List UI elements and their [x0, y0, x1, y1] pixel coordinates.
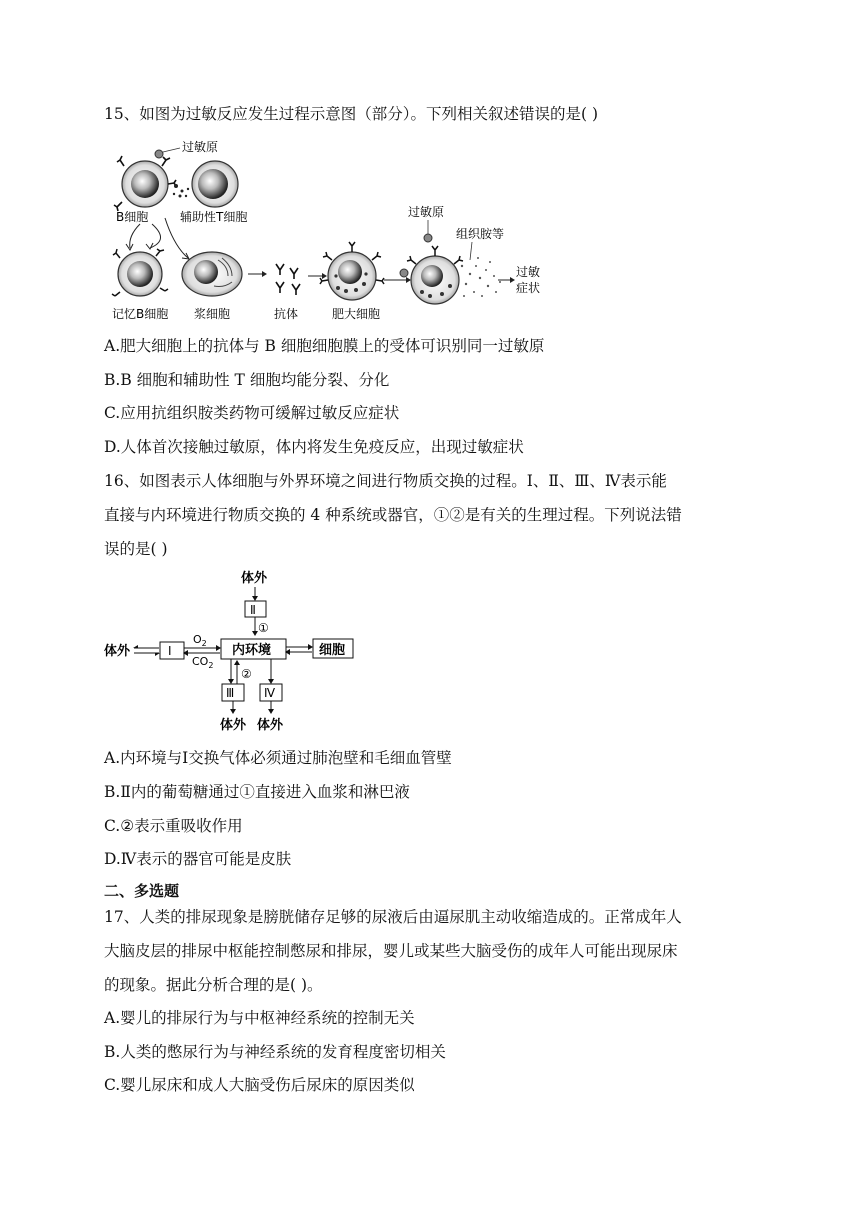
label-antibody: 抗体 [274, 307, 299, 321]
label-o2: $O_2$ [193, 633, 207, 648]
q15-option-a: A.肥大细胞上的抗体与 B 细胞细胞膜上的受体可识别同一过敏原 [104, 337, 545, 355]
q16-exchange-diagram [104, 566, 374, 736]
q16-option-d: D.Ⅳ表示的器官可能是皮肤 [104, 850, 292, 868]
box-iii-label: Ⅲ [226, 686, 235, 700]
q17-option-a: A.婴儿的排尿行为与中枢神经系统的控制无关 [104, 1009, 415, 1027]
q15-option-d: D.人体首次接触过敏原，体内将发生免疫反应，出现过敏症状 [104, 438, 524, 456]
degranulating-mast-cell-icon [407, 246, 463, 304]
antibody-icon [276, 264, 300, 295]
label-plasma: 浆细胞 [194, 307, 231, 321]
q16-stem-line-3: 误的是( ) [104, 540, 168, 558]
allergen-dot-icon [155, 150, 163, 158]
q16-option-a: A.内环境与Ⅰ交换气体必须通过肺泡壁和毛细血管壁 [104, 749, 452, 767]
label-mark-1: ① [258, 621, 269, 635]
plasma-cell-icon [182, 252, 242, 296]
q17-stem-line-3: 的现象。据此分析合理的是( )。 [104, 976, 323, 994]
q15-option-c: C.应用抗组织胺类药物可缓解过敏反应症状 [104, 404, 400, 422]
q16-stem-line-2: 直接与内环境进行物质交换的 4 种系统或器官，①②是有关的生理过程。下列说法错 [104, 506, 682, 524]
label-internal-env: 内环境 [232, 643, 272, 658]
q16-option-c: C.②表示重吸收作用 [104, 817, 243, 835]
histamine-dots-icon [461, 257, 501, 297]
label-allergen-right: 过敏原 [408, 205, 445, 219]
label-b-cell: B细胞 [116, 210, 149, 224]
box-ii-label: Ⅱ [250, 603, 256, 617]
label-allergen-top: 过敏原 [182, 140, 219, 154]
q16-stem-line-1: 16、如图表示人体细胞与外界环境之间进行物质交换的过程。Ⅰ、Ⅱ、Ⅲ、Ⅳ表示能 [104, 472, 667, 490]
label-cell: 细胞 [319, 643, 346, 658]
label-mark-2: ② [241, 667, 252, 681]
q16-option-b: B.Ⅱ内的葡萄糖通过①直接进入血浆和淋巴液 [104, 783, 410, 801]
label-outside-top: 体外 [241, 571, 268, 586]
label-helper-t: 辅助性T细胞 [180, 210, 248, 224]
memory-b-cell-icon [112, 249, 168, 296]
label-outside-bottom-1: 体外 [220, 718, 247, 733]
box-i-label: Ⅰ [168, 644, 172, 658]
label-mast: 肥大细胞 [332, 307, 381, 321]
q17-option-b: B.人类的憋尿行为与神经系统的发育程度密切相关 [104, 1043, 446, 1061]
q17-stem-line-1: 17、人类的排尿现象是膀胱储存足够的尿液后由逼尿肌主动收缩造成的。正常成年人 [104, 908, 682, 926]
box-i [160, 642, 184, 659]
label-co2: $CO_2$ [192, 655, 214, 670]
allergen-dot-icon [424, 234, 432, 242]
helper-t-cell-icon [192, 161, 238, 207]
section-heading: 二、多选题 [104, 882, 180, 900]
mast-cell-icon [320, 242, 384, 300]
b-cell-icon [114, 156, 176, 211]
q15-stem: 15、如图为过敏反应发生过程示意图（部分）。下列相关叙述错误的是( ) [104, 105, 598, 123]
label-outside-bottom-2: 体外 [257, 718, 284, 733]
q17-stem-line-2: 大脑皮层的排尿中枢能控制憋尿和排尿，婴儿或某些大脑受伤的成年人可能出现尿床 [104, 942, 678, 960]
q17-option-c: C.婴儿尿床和成人大脑受伤后尿床的原因类似 [104, 1076, 415, 1094]
cytokine-dots-icon [173, 184, 189, 198]
q15-allergy-diagram [110, 136, 560, 326]
allergen-dot-icon [400, 269, 408, 277]
label-outside-left: 体外 [104, 644, 131, 659]
label-memory-b: 记忆B细胞 [112, 307, 169, 321]
label-symptom-1: 过敏 [516, 265, 541, 279]
label-histamine: 组织胺等 [456, 227, 505, 241]
box-iv-label: Ⅳ [264, 686, 276, 700]
q15-option-b: B.B 细胞和辅助性 T 细胞均能分裂、分化 [104, 371, 390, 389]
label-symptom-2: 症状 [516, 281, 541, 295]
